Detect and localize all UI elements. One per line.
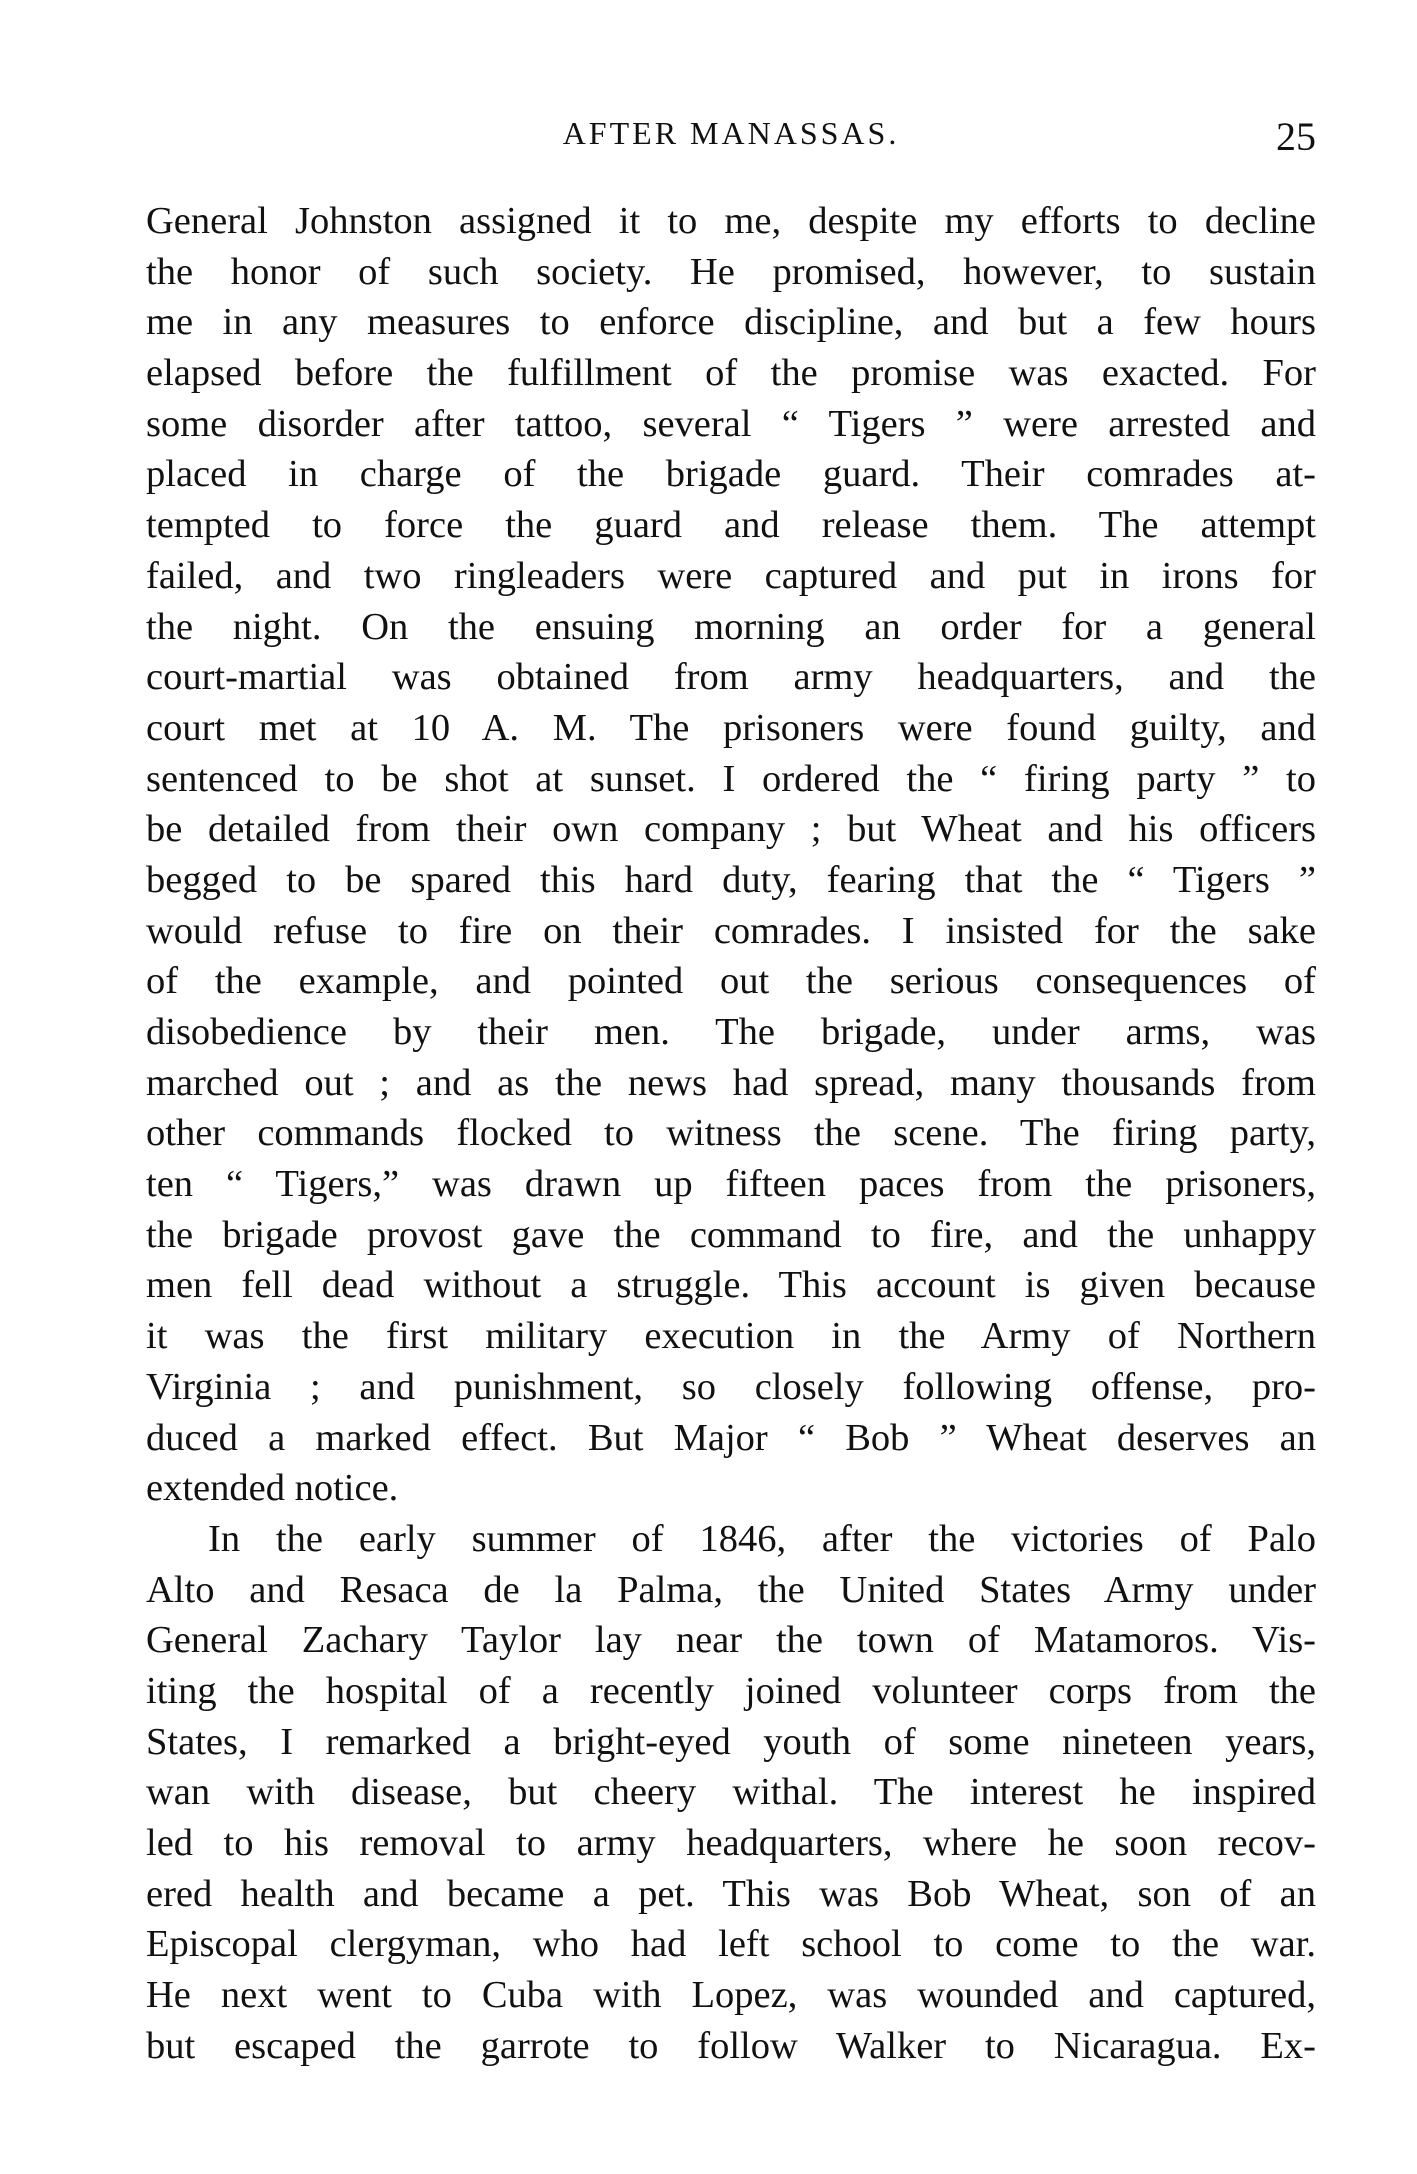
text-line: would refuse to fire on their comrades. I insisted for the sake	[146, 909, 1316, 952]
text-line: placed in charge of the brigade guard. Their comrades at-	[146, 453, 1316, 496]
running-title: AFTER MANASSAS.	[562, 115, 900, 151]
text-line: General Zachary Taylor lay near the town of Matamoros. Vis-	[146, 1619, 1316, 1662]
text-line: tempted to force the guard and release them. The attempt	[146, 504, 1316, 547]
text-line: some disorder after tattoo, several “ Tigers ” were arrested and	[146, 402, 1316, 445]
text-line: other commands flocked to witness the scene. The firing party,	[146, 1112, 1316, 1155]
body-text	[146, 196, 1316, 2071]
text-line: sentenced to be shot at sunset. I ordered the “ firing party ” to	[146, 757, 1316, 800]
text-line: of the example, and pointed out the serious consequences of	[146, 960, 1316, 1003]
text-line: States, I remarked a bright-eyed youth of some nineteen years,	[146, 1720, 1316, 1763]
text-line: General Johnston assigned it to me, despite my efforts to decline	[146, 200, 1316, 242]
text-line: men fell dead without a struggle. This account is given because	[146, 1264, 1316, 1307]
text-line: begged to be spared this hard duty, fearing that the “ Tigers ”	[146, 858, 1316, 901]
running-head	[146, 108, 1316, 158]
text-line: He next went to Cuba with Lopez, was wounded and captured,	[146, 1974, 1316, 2017]
text-line: wan with disease, but cheery withal. The interest he inspired	[146, 1771, 1316, 1814]
text-line: duced a marked effect. But Major “ Bob ” Wheat deserves an	[146, 1416, 1316, 1459]
text-line: extended notice.	[146, 1467, 399, 1510]
text-line: disobedience by their men. The brigade, under arms, was	[146, 1011, 1316, 1053]
text-line: the honor of such society. He promised, however, to sustain	[146, 250, 1316, 293]
text-line: iting the hospital of a recently joined volunteer corps from the	[146, 1669, 1316, 1712]
text-line: In the early summer of 1846, after the victories of Palo	[208, 1517, 1316, 1560]
text-line: marched out ; and as the news had spread, many thousands from	[146, 1061, 1316, 1104]
text-line: be detailed from their own company ; but Wheat and his officers	[146, 808, 1316, 851]
text-line: ered health and became a pet. This was Bob Wheat, son of an	[146, 1872, 1316, 1915]
text-line: Virginia ; and punishment, so closely following offense, pro-	[146, 1365, 1316, 1408]
text-line: failed, and two ringleaders were captured and put in irons for	[146, 554, 1316, 597]
page-number: 25	[1276, 114, 1316, 159]
text-line: Episcopal clergyman, who had left school to come to the war.	[146, 1923, 1316, 1966]
text-line: the brigade provost gave the command to fire, and the unhappy	[146, 1213, 1316, 1256]
text-line: elapsed before the fulfillment of the promise was exacted. For	[146, 352, 1316, 395]
paragraph	[146, 1514, 1316, 2072]
text-line: Alto and Resaca de la Palma, the United States Army under	[146, 1568, 1316, 1611]
text-line: court-martial was obtained from army headquarters, and the	[146, 656, 1316, 699]
text-line: but escaped the garrote to follow Walker to Nicaragua. Ex-	[146, 2024, 1316, 2067]
text-line: court met at 10 A. M. The prisoners were found guilty, and	[146, 706, 1316, 749]
text-line: ten “ Tigers,” was drawn up fifteen paces from the prisoners,	[146, 1163, 1316, 1206]
text-line: the night. On the ensuing morning an order for a general	[146, 605, 1316, 648]
paragraph	[146, 196, 1316, 1514]
text-line: me in any measures to enforce discipline, and but a few hours	[146, 301, 1316, 344]
text-line: it was the first military execution in the Army of Northern	[146, 1315, 1316, 1358]
text-line: led to his removal to army headquarters, where he soon recov-	[146, 1822, 1316, 1864]
